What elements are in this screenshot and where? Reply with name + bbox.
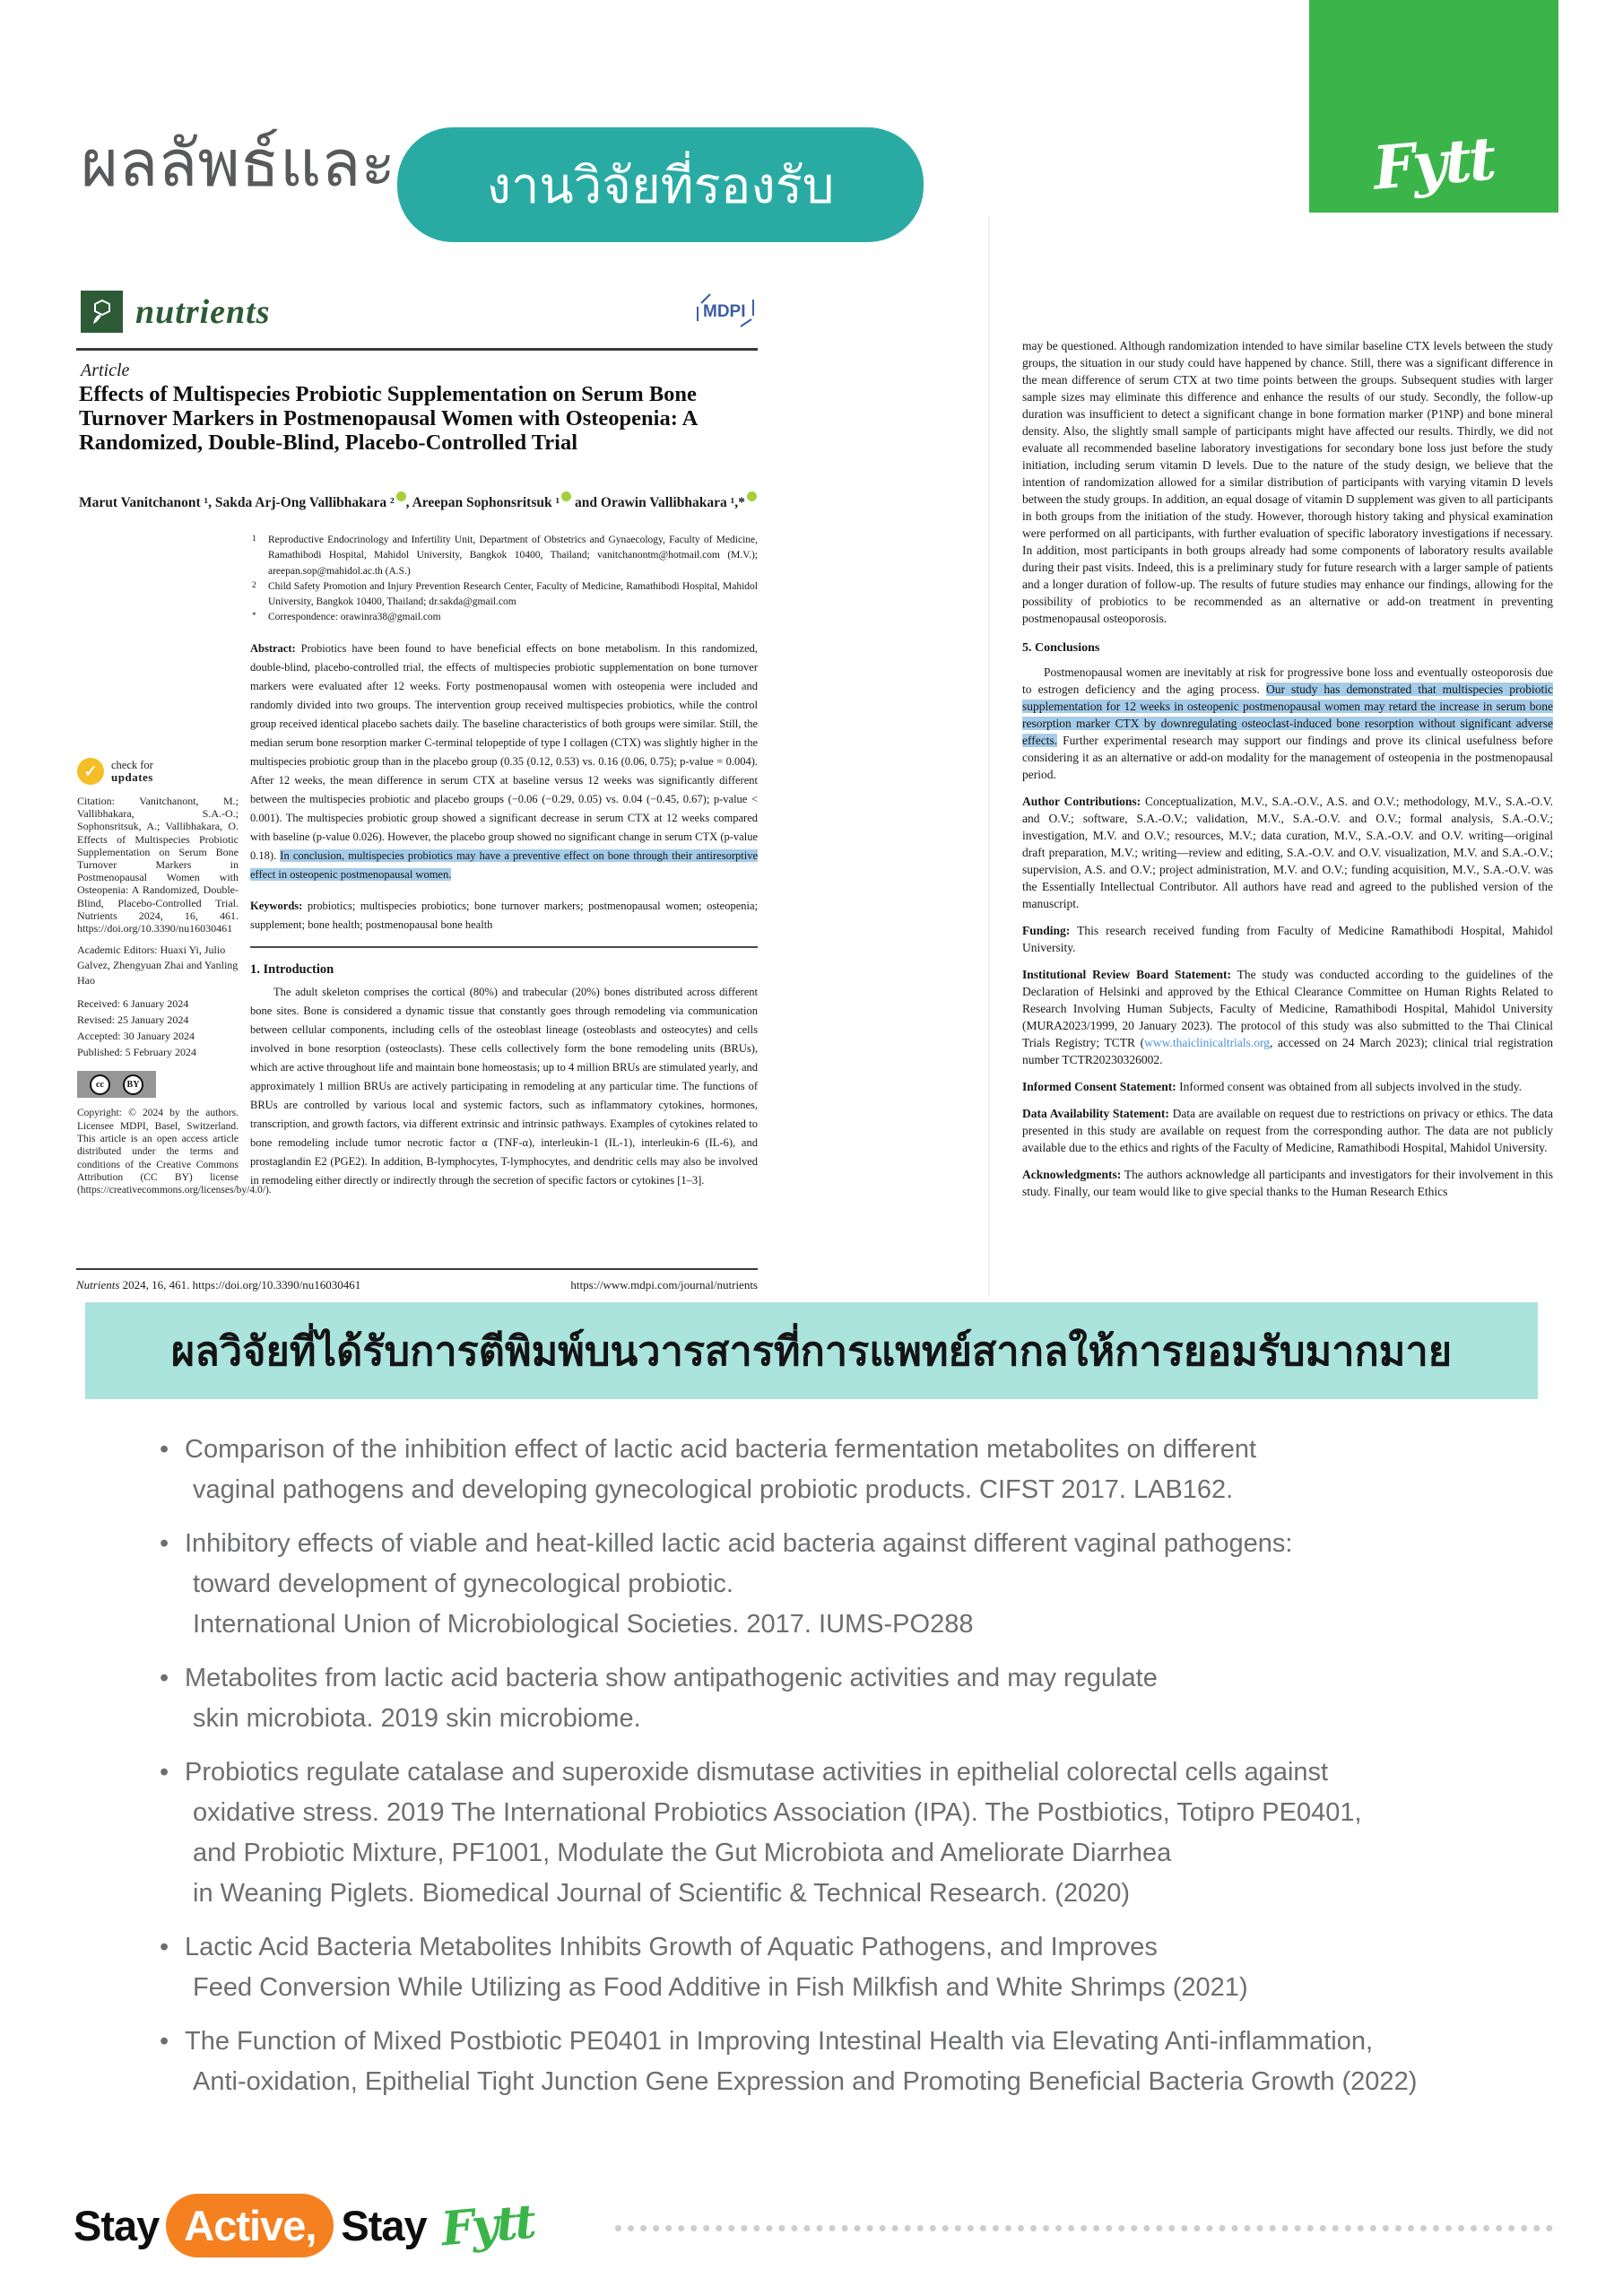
paper-main-column (250, 533, 758, 1190)
teal-banner (85, 1302, 1538, 1399)
dotted-divider (615, 2225, 1553, 2231)
copyright-text: Copyright: © 2024 by the authors. Licensee MDPI, Basel, Switzerland. This article is an open access article distributed under the terms and conditions of the Creative Commons Attribution (CC BY) license (https://creativecommons.org/licenses/by/4.0/). (77, 1108, 272, 1196)
introduction-body: The adult skeleton comprises the cortical (80%) and trabecular (20%) bones distributed across different bone sites. Bone is considered a dynamic tissue that constantly goes through remodeling via communication between cellular components, including cells of the osteoblast lineage (osteoblasts and osteocytes) and cells involved in bone resorption (osteoclasts). These cells collectively form the bone remodeling units (BRUs), which are active throughout life and maintain bone homeostasis; up to 4 million BRUs are stimulated yearly, and approximately 1 million BRUs are actively participating in remodeling at any particular time. The functions of BRUs are controlled by various local and systemic factors, such as inflammatory cytokines, hormones, transcription, and growth factors, via different extrinsic and intrinsic pathways. Examples of cytokines related to bone remodeling include tumor necrotic factor α (TNF-α), interleukin-1 (IL-1), interleukin-6 (IL-6), and prostaglandin E2 (PGE2). In addition, B-lymphocytes, T-lymphocytes, and dendritic cells may also be involved in remodeling either directly or indirectly through the secretion of specific factors or cytokines [1–3]. (250, 985, 758, 1187)
publications-list (160, 1430, 1545, 2116)
list-item: • Lactic Acid Bacteria Metabolites Inhibits Growth of Aquatic Pathogens, and Improves Feed Conversion While Utilizing as Food Additive in Fish Milkfish and White Shrimps (2021) (160, 1927, 1545, 2008)
list-item: • Comparison of the inhibition effect of lactic acid bacteria fermentation metabolites on different vaginal pathogens and developing gynecological probiotic products. CIFST 2017. LAB162. (160, 1430, 1545, 1510)
affiliation-2: 2 Child Safety Promotion and Injury Prevention Research Center, Faculty of Medicine, Ramathibodi Hospital, Mahidol University, Bangkok 10400, Thailand; dr.sakda@gmail.com (252, 580, 758, 608)
journal-name: nutrients (135, 292, 271, 331)
author-segment: , Areepan Sophonsritsuk ¹ (405, 495, 560, 511)
banner-text: ผลวิจัยที่ได้รับการตีพิมพ์บนวารสารที่การแพทย์สากลให้การยอมรับมากมาย (170, 1328, 1453, 1374)
tctr-link[interactable]: www.thaiclinicaltrials.org (1144, 1036, 1270, 1049)
history-dates (77, 996, 239, 1060)
check-for-updates-text: check for updates (111, 758, 153, 784)
keywords-label: Keywords: (250, 899, 303, 912)
data-availability: Data Availability Statement: Data are available on request due to restrictions on privacy or ethics. The data presented in this study are available on request from the corresponding author. The data are not publicly available due to the ethics and rights of the Faculty of Medicine, Ramathibodi Hospital, Mahidol University. (1022, 1107, 1554, 1154)
abstract-body: Probiotics have been found to have beneficial effects on bone metabolism. In this randomized, double-blind, placebo-controlled trial, the effects of multispecies probiotic supplementation on bone turnover markers were evaluated after 12 weeks. Forty postmenopausal women with osteopenia were included and randomly divided into two groups. The intervention group received multispecies probiotics, while the control group received identical placebo sachets daily. The baseline characteristics of both groups were similar. Still, the median serum bone resorption marker C-terminal telopeptide of type I collagen (CTX) was slightly higher in the multispecies probiotic group than in the placebo group (0.35 (0.12, 0.53) vs. 0.16 (0.06, 0.75); p-value = 0.004). After 12 weeks, the mean difference in serum CTX at baseline versus 12 weeks was significantly different between the multispecies probiotic and placebo groups (−0.06 (−0.29, 0.05) vs. 0.04 (−0.45, 0.67); p-value < 0.001). The multispecies probiotic group showed a significant decrease in serum CTX at 12 weeks compared with baseline (p-value 0.026). However, the placebo group showed no significant change in serum CTX (p-value 0.18). (250, 641, 758, 862)
published-date: Published: 5 February 2024 (77, 1045, 196, 1058)
orcid-icon (747, 491, 757, 501)
slogan-active-pill: Active, (166, 2194, 334, 2257)
slogan-stay-2: Stay (341, 2202, 427, 2249)
header-pill-label: งานวิจัยที่รองรับ (486, 156, 835, 213)
correspondence: * Correspondence: orawinra38@gmail.com (252, 612, 441, 623)
funding: Funding: This research received funding from Faculty of Medicine Ramathibodi Hospital, Mahidol University. (1022, 924, 1553, 954)
journal-header (81, 291, 755, 335)
fytt-wordmark-icon: Fytt (438, 2194, 536, 2257)
fytt-logo-box (1309, 0, 1558, 213)
left-page-footer (76, 1268, 758, 1292)
footer-doi: Nutrients 2024, 16, 461. https://doi.org/10.3390/nu16030461 (76, 1278, 361, 1292)
list-item: • Probiotics regulate catalase and superoxide dismutase activities in epithelial colorectal cells against oxidative stress. 2019 The International Probiotics Association (IPA). The Postbiotics, Totipro PE0401, and Probiotic Mixture, PF1001, Modulate the Gut Microbiota and Ameliorate Diarrhea in Weaning Piglets. Biomedical Journal of Scientific & Technical Research. (2020) (160, 1752, 1545, 1914)
list-item: • Metabolites from lactic acid bacteria show antipathogenic activities and may regulate skin microbiota. 2019 skin microbiome. (160, 1658, 1545, 1739)
article-type-label: Article (81, 361, 130, 380)
orcid-icon (396, 491, 406, 501)
abstract (250, 639, 758, 884)
citation-text: Citation: Vanitchanont, M.; Vallibhakara, S.A.-O.; Sophonsritsuk, A.; Vallibhakara, O. Effects of Multispecies Probiotic Supplementation on Serum Bone Turnover Markers in Postmenopausal Women with Osteopenia: A Randomized, Double-Blind, Placebo-Controlled Trial. Nutrients 2024, 16, 461. https://doi.org/10.3390/nu16030461 (77, 795, 239, 935)
header-title-gray: ผลลัพธ์และ (81, 128, 396, 200)
mdpi-logo-icon (696, 291, 755, 335)
check-for-updates-badge (77, 758, 239, 785)
slogan-stay-1: Stay (74, 2202, 160, 2249)
abstract-label: Abstract: (250, 641, 296, 655)
academic-editors: Academic Editors: Huaxi Yi, Julio Galvez, Zhengyuan Zhai and Yanling Hao (77, 944, 239, 987)
author-segment: and Orawin Vallibhakara ¹,* (571, 495, 745, 511)
discussion-paragraph: may be questioned. Although randomization intended to have similar baseline CTX levels between the study groups, the situation in our study could have happened by chance. Still, there was a significant difference in the mean difference of serum CTX at two time points between the groups. Subsequent studies with larger sample sizes may eliminate this difference and enhance the results of our study. Secondly, the follow-up duration was insufficient to detect a significant change in bone formation marker (P1NP) and bone mineral density. Also, the slightly small sample of participants might have affected our results. Thirdly, we did not evaluate all recommended baseline laboratory investigations for secondary bone loss just before the study initiation, including serum vitamin D levels. Due to the nature of the study design, we believe that the intention of randomization allowed for a similar distribution of participants with varying vitamin D levels between the study groups. In addition, an equal dosage of vitamin D supplement was given to all participants in both groups from the initiation of the study. However, thorough history taking and physical examination were performed on all participants, with further evaluation of specific laboratory investigations if necessary. In addition, most participants in both groups already had some components of laboratory results available during their past visits. Indeed, this is a preliminary study for future research with a larger sample of patients and a longer duration of follow-up. The results of future studies may enhance our findings, allowing for the possibility of probiotics to be recommended as an alternative or add-on treatment in preventing postmenopausal osteoporosis. (1022, 339, 1553, 625)
author-segment: Marut Vanitchanont ¹, Sakda Arj-Ong Vallibhakara ² (79, 495, 395, 511)
slogan-footer (74, 2194, 534, 2257)
keywords-rule (250, 946, 758, 948)
conclusions-highlight: Our study has demonstrated that multispecies probiotic supplementation for 12 weeks in osteopenic postmenopausal women may retard the increase in serum bone resorption marker CTX by downregulating osteoclast-induced bone resorption without significant adverse effects. (1022, 683, 1553, 747)
check-for-updates-icon: ✓ (77, 758, 104, 785)
acknowledgments: Acknowledgments: The authors acknowledge all participants and investigators for their involvement in this study. Finally, our team would like to give special thanks to the Human Research Ethics (1022, 1168, 1553, 1198)
cc-by-icon: cc BY (77, 1071, 156, 1098)
list-item: • The Function of Mixed Postbiotic PE0401 in Improving Intestinal Health via Elevating Anti-inflammation, Anti-oxidation, Epithelial Tight Junction Gene Expression and Promoting Beneficial Bacteria Growth (2022) (160, 2022, 1545, 2102)
keywords (250, 897, 758, 935)
orcid-icon (561, 491, 571, 501)
page-scan-divider (988, 215, 990, 1296)
svg-text:MDPI: MDPI (703, 302, 746, 321)
accepted-date: Accepted: 30 January 2024 (77, 1029, 195, 1042)
list-item: • Inhibitory effects of viable and heat-killed lactic acid bacteria against different vaginal pathogens: toward development of gynecological probiotic. International Union of Microbiological Societies. 2017. IUMS-PO288 (160, 1524, 1545, 1645)
revised-date: Revised: 25 January 2024 (77, 1013, 189, 1027)
journal-header-rule (76, 348, 758, 351)
footer-journal-url: https://www.mdpi.com/journal/nutrients (570, 1278, 758, 1292)
nutrients-logo-icon (81, 291, 123, 333)
abstract-highlight: In conclusion, multispecies probiotics may have a preventive effect on bone through their antiresorptive effect in osteopenic postmenopausal women. (250, 848, 758, 881)
paper-right-column (1022, 337, 1553, 1200)
informed-consent: Informed Consent Statement: Informed consent was obtained from all subjects involved in the study. (1022, 1080, 1523, 1093)
affiliation-1: 1 Reproductive Endocrinology and Infertility Unit, Department of Obstetrics and Gynaecology, Faculty of Medicine, Ramathibodi Hospital, Mahidol University, Bangkok 10400, Thailand; vanitchanontm@hotmail.com (M.V.); areepan.sop@mahidol.ac.th (A.S.) (252, 535, 758, 577)
paper-authors (79, 491, 768, 511)
conclusions-heading: 5. Conclusions (1022, 641, 1100, 655)
keywords-text: probiotics; multispecies probiotics; bone turnover markers; postmenopausal women; osteopenia; supplement; bone health; postmenopausal bone health (250, 899, 758, 931)
irb-statement: Institutional Review Board Statement: The study was conducted according to the guidelines of the Declaration of Helsinki and approved by the Ethical Clearance Committee on Human Rights Related to Research Involving Human Subjects, Faculty of Medicine, Ramathibodi Hospital, Mahidol University (MURA2023/1999, 20 January 2023). The protocol of this study was also submitted to the Thai Clinical Trials Registry; TCTR (www.thaiclinicaltrials.org, accessed on 24 March 2023); clinical trial registration number TCTR20230326002. (1022, 968, 1553, 1066)
header-title-pill (397, 127, 924, 242)
nutrients-brand (81, 291, 271, 333)
received-date: Received: 6 January 2024 (77, 997, 189, 1011)
fytt-logo-icon: Fytt (1370, 123, 1497, 204)
paper-sidebar (77, 758, 272, 1197)
author-contributions: Author Contributions: Conceptualization, M.V., S.A.-O.V., A.S. and O.V.; methodology, M.V., S.A.-O.V. and O.V.; software, S.A.-O.V.; validation, M.V., S.A.-O.V. and O.V.; formal analysis, S.A.-O.V.; investigation, M.V. and O.V.; resources, M.V.; data curation, M.V., S.A.-O.V. and O.V. writing—original draft preparation, M.V.; writing—review and editing, S.A.-O.V. and O.V. visualization, M.V. and S.A.-O.V.; supervision, A.S. and O.V.; project administration, M.V. and O.V.; funding acquisition, M.V., S.A.-O.V. was the Essentially Intellectual Contributor. All authors have read and agreed to the published version of the manuscript. (1022, 795, 1553, 910)
paper-title: Effects of Multispecies Probiotic Supplementation on Serum Bone Turnover Markers in Postmenopausal Women with Osteopenia: A Randomized, Double-Blind, Placebo-Controlled Trial (79, 382, 698, 455)
introduction-heading: 1. Introduction (250, 961, 334, 977)
conclusions-paragraph: Postmenopausal women are inevitably at risk for progressive bone loss and eventually osteoporosis due to estrogen deficiency and the aging process. Our study has demonstrated that multispecies probiotic supplementation for 12 weeks in osteopenic postmenopausal women may retard the increase in serum bone resorption marker CTX by downregulating osteoclast-induced bone resorption without significant adverse effects. Further experimental research may support our findings and prove its clinical usefulness before considering it as an alternative or add-on modality for the management of osteopenia in the postmenopausal period. (1022, 665, 1553, 781)
